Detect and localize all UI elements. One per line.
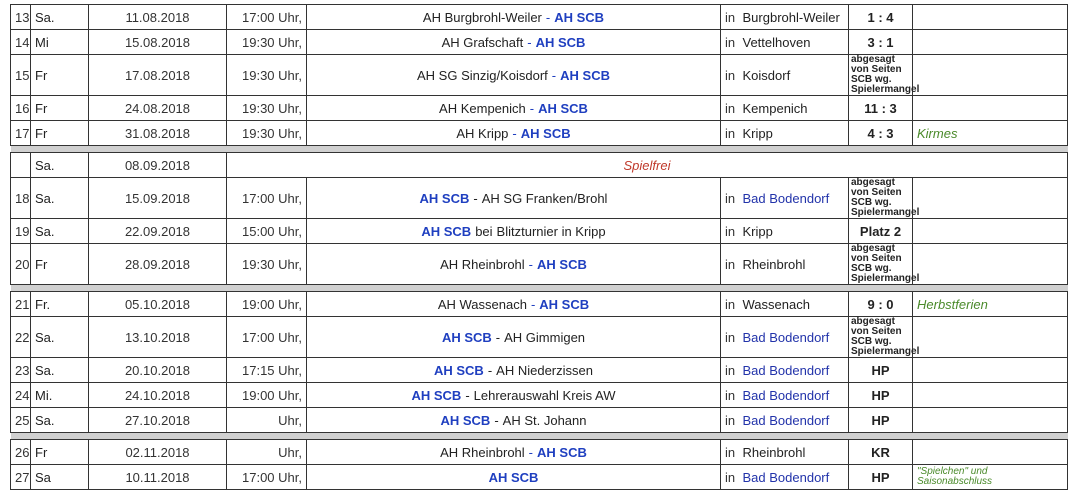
match-date: 22.09.2018 [89,219,227,244]
result: HP [849,383,913,408]
match-date: 08.09.2018 [89,153,227,178]
kickoff-time: Uhr, [227,408,307,433]
venue: Kripp [739,219,849,244]
match-date: 15.08.2018 [89,30,227,55]
match-number: 21 [11,292,31,317]
remark [913,244,1068,285]
fixture [307,383,721,408]
away-team: AH SCB [535,34,586,50]
kickoff-time: 19:00 Uhr, [227,292,307,317]
fixture [307,96,721,121]
venue: Rheinbrohl [739,440,849,465]
venue-prefix: in [721,383,739,408]
bye-label: Spielfrei [227,153,1068,178]
away-team: AH St. Johann [502,412,587,428]
home-team: AH Rheinbrohl [440,256,525,272]
remark: Herbstferien [913,292,1068,317]
venue: Bad Bodendorf [739,408,849,433]
venue: Vettelhoven [739,30,849,55]
home-team: AH SCB [440,412,491,428]
venue-prefix: in [721,292,739,317]
result: 9 : 0 [849,292,913,317]
weekday: Fr. [31,292,89,317]
weekday: Fr [31,440,89,465]
weekday: Sa. [31,153,89,178]
match-row [11,383,1068,408]
venue: Bad Bodendorf [739,178,849,219]
away-team: Lehrerauswahl Kreis AW [473,387,616,403]
fixture [307,440,721,465]
remark [913,5,1068,30]
home-team: AH Kempenich [439,100,526,116]
away-team: AH SCB [560,67,610,83]
fixture-separator: - [494,412,499,428]
venue: Bad Bodendorf [739,358,849,383]
home-team: AH SCB [419,190,470,206]
remark [913,383,1068,408]
match-number: 17 [11,121,31,146]
match-date: 13.10.2018 [89,317,227,358]
remark [913,55,1068,96]
match-number: 13 [11,5,31,30]
venue-prefix: in [721,440,739,465]
match-row [11,96,1068,121]
weekday: Sa. [31,408,89,433]
venue-prefix: in [721,244,739,285]
remark [913,219,1068,244]
venue: Kempenich [739,96,849,121]
match-row [11,219,1068,244]
away-team: Blitzturnier in Kripp [496,223,606,239]
separator-row [11,433,1068,440]
remark [913,358,1068,383]
match-date: 31.08.2018 [89,121,227,146]
remark [913,440,1068,465]
venue-prefix: in [721,5,739,30]
venue: Wassenach [739,292,849,317]
home-team: AH Grafschaft [441,34,524,50]
match-row [11,178,1068,219]
match-row [11,292,1068,317]
venue-prefix: in [721,55,739,96]
match-date: 10.11.2018 [89,465,227,490]
venue-prefix: in [721,317,739,358]
kickoff-time: 17:00 Uhr, [227,178,307,219]
match-date: 02.11.2018 [89,440,227,465]
match-row [11,5,1068,30]
match-number: 18 [11,178,31,219]
remark [913,30,1068,55]
separator-cell [11,433,1068,440]
weekday: Sa. [31,358,89,383]
match-number: 23 [11,358,31,383]
match-row [11,440,1068,465]
weekday: Sa [31,465,89,490]
fixture-separator: - [528,256,534,272]
away-team: AH SCB [554,9,605,25]
match-number: 22 [11,317,31,358]
kickoff-time: 17:00 Uhr, [227,5,307,30]
venue-prefix: in [721,178,739,219]
fixture-separator: - [529,100,535,116]
home-team: AH SCB [411,387,462,403]
match-number: 14 [11,30,31,55]
weekday: Fr [31,96,89,121]
match-row [11,121,1068,146]
result-note: abgesagt von Seiten SCB wg. Spielermangel [849,55,913,96]
fixture [307,408,721,433]
weekday: Fr [31,55,89,96]
fixture-separator: bei [475,223,493,239]
kickoff-time: 19:30 Uhr, [227,96,307,121]
kickoff-time: 15:00 Uhr, [227,219,307,244]
match-row [11,244,1068,285]
fixture [307,219,721,244]
result: 11 : 3 [849,96,913,121]
remark [913,96,1068,121]
match-number [11,153,31,178]
fixture [307,30,721,55]
fixture [307,121,721,146]
result: KR [849,440,913,465]
match-date: 27.10.2018 [89,408,227,433]
weekday: Fr [31,121,89,146]
result-note: abgesagt von Seiten SCB wg. Spielermangel [849,317,913,358]
kickoff-time: 17:00 Uhr, [227,465,307,490]
remark [913,317,1068,358]
venue: Rheinbrohl [739,244,849,285]
remark: "Spielchen" und Saisonabschluss [913,465,1068,490]
kickoff-time: 19:30 Uhr, [227,55,307,96]
result: 4 : 3 [849,121,913,146]
fixture-separator: - [530,296,536,312]
kickoff-time: 19:30 Uhr, [227,30,307,55]
separator-row [11,285,1068,292]
match-date: 20.10.2018 [89,358,227,383]
venue: Koisdorf [739,55,849,96]
venue: Kripp [739,121,849,146]
match-date: 24.08.2018 [89,96,227,121]
fixture [307,55,721,96]
fixture [307,465,721,490]
match-date: 15.09.2018 [89,178,227,219]
venue-prefix: in [721,219,739,244]
match-row [11,317,1068,358]
kickoff-time: 17:00 Uhr, [227,317,307,358]
match-number: 24 [11,383,31,408]
result: 1 : 4 [849,5,913,30]
weekday: Mi. [31,383,89,408]
fixture-separator: - [551,67,557,83]
result-note: abgesagt von Seiten SCB wg. Spielermangel [849,244,913,285]
match-date: 17.08.2018 [89,55,227,96]
venue-prefix: in [721,408,739,433]
match-number: 27 [11,465,31,490]
venue-prefix: in [721,96,739,121]
fixture-separator: - [487,362,493,378]
fixture-separator: - [512,125,517,141]
fixture [307,292,721,317]
match-row [11,408,1068,433]
weekday: Sa. [31,219,89,244]
away-team: AH SCB [537,256,587,272]
weekday: Sa. [31,5,89,30]
fixture-separator: - [545,9,551,25]
venue-prefix: in [721,465,739,490]
fixture-separator: - [527,34,532,50]
venue: Bad Bodendorf [739,383,849,408]
schedule-table [10,4,1068,490]
venue: Burgbrohl-Weiler [739,5,849,30]
away-team: AH SG Franken/Brohl [481,190,608,206]
venue: Bad Bodendorf [739,465,849,490]
result: HP [849,465,913,490]
separator-row [11,146,1068,153]
match-number: 19 [11,219,31,244]
fixture-separator: - [465,387,470,403]
weekday: Sa. [31,317,89,358]
remark: Kirmes [913,121,1068,146]
weekday: Fr [31,244,89,285]
fixture-separator: - [528,444,534,460]
venue-prefix: in [721,121,739,146]
home-team: AH Rheinbrohl [440,444,525,460]
home-team: AH SCB [421,223,472,239]
fixture [307,358,721,383]
fixture-separator: - [473,190,478,206]
away-team: AH SCB [520,125,571,141]
home-team: AH SCB [488,469,539,485]
kickoff-time: 19:30 Uhr, [227,121,307,146]
weekday: Mi [31,30,89,55]
result: Platz 2 [849,219,913,244]
venue: Bad Bodendorf [739,317,849,358]
bye-row [11,153,1068,178]
remark [913,178,1068,219]
fixture [307,5,721,30]
match-number: 20 [11,244,31,285]
away-team: AH SCB [539,296,590,312]
fixture [307,317,721,358]
result: HP [849,358,913,383]
home-team: AH Wassenach [437,296,527,312]
match-date: 11.08.2018 [89,5,227,30]
result-note: abgesagt von Seiten SCB wg. Spielermangel [849,178,913,219]
match-date: 05.10.2018 [89,292,227,317]
home-team: AH Kripp [456,125,509,141]
kickoff-time: 19:00 Uhr, [227,383,307,408]
match-number: 16 [11,96,31,121]
match-row [11,30,1068,55]
fixture [307,244,721,285]
weekday: Sa. [31,178,89,219]
match-number: 25 [11,408,31,433]
away-team: AH SCB [537,444,587,460]
venue-prefix: in [721,30,739,55]
fixture-separator: - [495,329,501,345]
kickoff-time: 19:30 Uhr, [227,244,307,285]
home-team: AH Burgbrohl-Weiler [422,9,542,25]
home-team: AH SCB [433,362,484,378]
match-number: 26 [11,440,31,465]
result: HP [849,408,913,433]
match-row [11,465,1068,490]
venue-prefix: in [721,358,739,383]
remark [913,408,1068,433]
match-date: 24.10.2018 [89,383,227,408]
match-row [11,55,1068,96]
away-team: AH Niederzissen [496,362,593,378]
kickoff-time: 17:15 Uhr, [227,358,307,383]
home-team: AH SG Sinzig/Koisdorf [417,67,548,83]
fixture [307,178,721,219]
home-team: AH SCB [441,329,492,345]
match-row [11,358,1068,383]
away-team: AH SCB [538,100,588,116]
separator-cell [11,285,1068,292]
away-team: AH Gimmigen [504,329,586,345]
separator-cell [11,146,1068,153]
kickoff-time: Uhr, [227,440,307,465]
match-number: 15 [11,55,31,96]
result: 3 : 1 [849,30,913,55]
match-date: 28.09.2018 [89,244,227,285]
